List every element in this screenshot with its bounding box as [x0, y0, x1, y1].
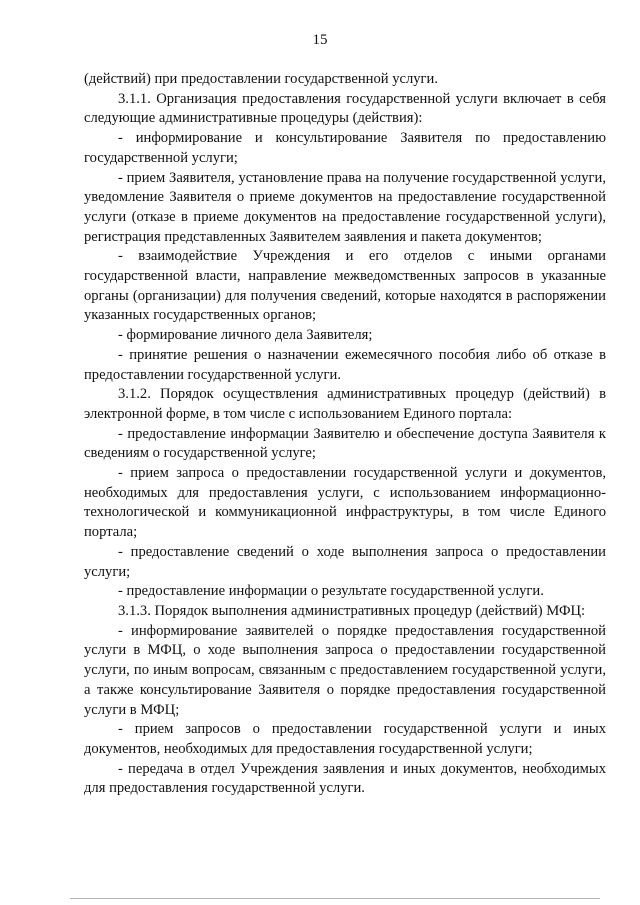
list-item: - предоставление сведений о ходе выполнения запроса о предоставлении услуги; [84, 543, 606, 580]
paragraph-section-3-1-2: 3.1.2. Порядок осуществления административных процедур (действий) в электронной форме, в том числе с использованием Единого портала: [84, 386, 606, 422]
list-item: - прием запроса о предоставлении государственной услуги и документов, необходимых для предоставления услуги, с использованием информационно-технологической и коммуникационной инфраструктуры, в том числе Единого портала; [84, 465, 606, 541]
paragraph-section-3-1-1: 3.1.1. Организация предоставления государственной услуги включает в себя следующие административные процедуры (действия): [84, 90, 606, 127]
paragraph-continuation: (действий) при предоставлении государственной услуги. [84, 71, 438, 87]
document-body [84, 70, 606, 799]
paragraph-section-3-1-3: 3.1.3. Порядок выполнения административных процедур (действий) МФЦ: [118, 602, 586, 619]
list-item: - принятие решения о назначении ежемесячного пособия либо об отказе в предоставлении государственной услуги. [84, 346, 606, 383]
list-item: - предоставление информации Заявителю и обеспечение доступа Заявителя к сведениям о государственной услуге; [84, 425, 606, 462]
page-number: 15 [312, 32, 328, 48]
list-item: - информирование и консультирование Заявителя по предоставлению государственной услуги; [84, 130, 606, 166]
list-item: - прием Заявителя, установление права на получение государственной услуги, уведомление Заявителя о приеме документов на предоставление государственной услуги (отказе в приеме документов на предоставление государственной услуги), регистрация представленных Заявителем заявления и пакета документов; [84, 169, 606, 245]
list-item: - передача в отдел Учреждения заявления и иных документов, необходимых для предоставления государственной услуги. [84, 760, 606, 797]
list-item: - информирование заявителей о порядке предоставления государственной услуги в МФЦ, о ходе выполнения запроса о предоставлении государственной услуги, по иным вопросам, связанным с предоставлением государственной услуги, а также консультирование Заявителя о порядке предоставления государственной услуги в МФЦ; [84, 622, 606, 718]
list-item: - прием запросов о предоставлении государственной услуги и иных документов, необходимых для предоставления государственной услуги; [84, 721, 606, 757]
page-bottom-edge [70, 898, 600, 899]
list-item: - формирование личного дела Заявителя; [118, 327, 373, 344]
list-item: - предоставление информации о результате государственной услуги. [118, 583, 544, 600]
list-item: - взаимодействие Учреждения и его отделов с иными органами государственной власти, направление межведомственных запросов в указанные органы (организации) для получения сведений, которые находятся в распоряжении указанных государственных органов; [84, 248, 606, 324]
